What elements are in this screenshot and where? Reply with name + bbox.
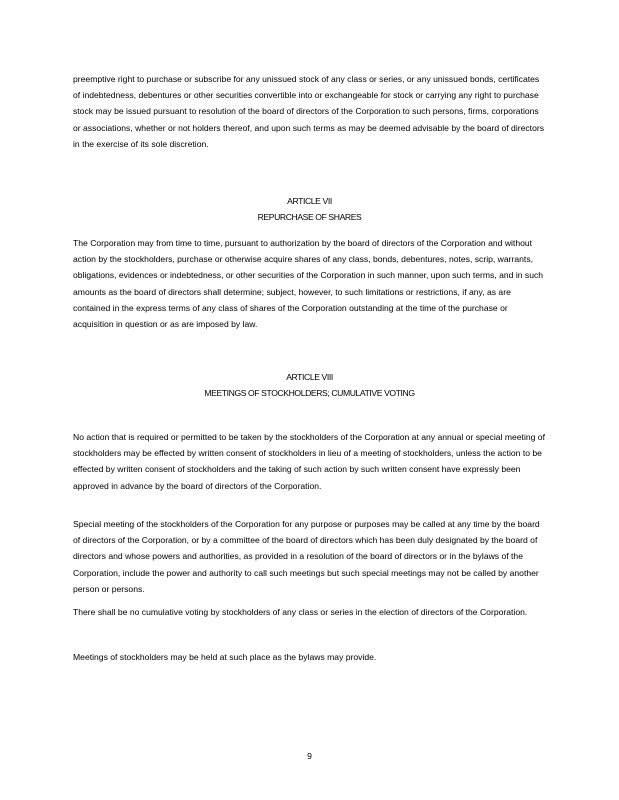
continuation-paragraph: preemptive right to purchase or subscribe for any unissued stock of any class or series, or any unissued bonds, certificates of indebtedness, debentures or other securities convertible into or exchangeable for stock or carrying any right to purchase stock may be issued pursuant to resolution of the board of directors of the Corporation to such persons, firms, corporations or associations, whether or not holders thereof, and upon such terms as may be deemed advisable by the board of directors in the exercise of its sole discretion. [73,74,545,149]
article-viii-paragraph-written-consent: No action that is required or permitted to be taken by the stockholders of the Corporation at any annual or special meeting of stockholders may be effected by written consent of stockholders in lieu of a meeting of stockholders, unless the action to be effected by written consent of stockholders and the taking of such action by such written consent have expressly been approved in advance by the board of directors of the Corporation. [73,432,545,491]
article-vii-body: The Corporation may from time to time, pursuant to authorization by the board of directors of the Corporation and without action by the stockholders, purchase or otherwise acquire shares of any class, bonds, debentures, notes, scrip, warrants, obligations, evidences or indebtedness, or other securities of the Corporation in such manner, upon such terms, and in such amounts as the board of directors shall determine; subject, however, to such limitations or restrictions, if any, as are contained in the express terms of any class of shares of the Corporation outstanding at the time of the purchase or acquisition in question or as are imposed by law. [73,238,544,330]
article-viii-title: MEETINGS OF STOCKHOLDERS; CUMULATIVE VOTING [204,388,415,398]
article-viii-paragraph-meeting-place: Meetings of stockholders may be held at such place as the bylaws may provide. [73,652,377,662]
article-vii-number: ARTICLE VII [287,196,332,206]
article-vii-title: REPURCHASE OF SHARES [257,212,362,222]
article-viii-number: ARTICLE VIII [286,372,333,382]
article-viii-paragraph-special-meetings: Special meeting of the stockholders of the Corporation for any purpose or purposes may be called at any time by the board of directors of the Corporation, or by a committee of the board of directors which has been duly designated by the board of directors and whose powers and authorities, as provided in a resolution of the board of directors or in the bylaws of the Corporation, include the power and authority to call such meetings but such special meetings may not be called by another person or persons. [73,519,540,594]
page-number: 9 [307,751,312,761]
article-viii-paragraph-cumulative-voting: There shall be no cumulative voting by stockholders of any class or series in the election of directors of the Corporation. [73,607,528,617]
